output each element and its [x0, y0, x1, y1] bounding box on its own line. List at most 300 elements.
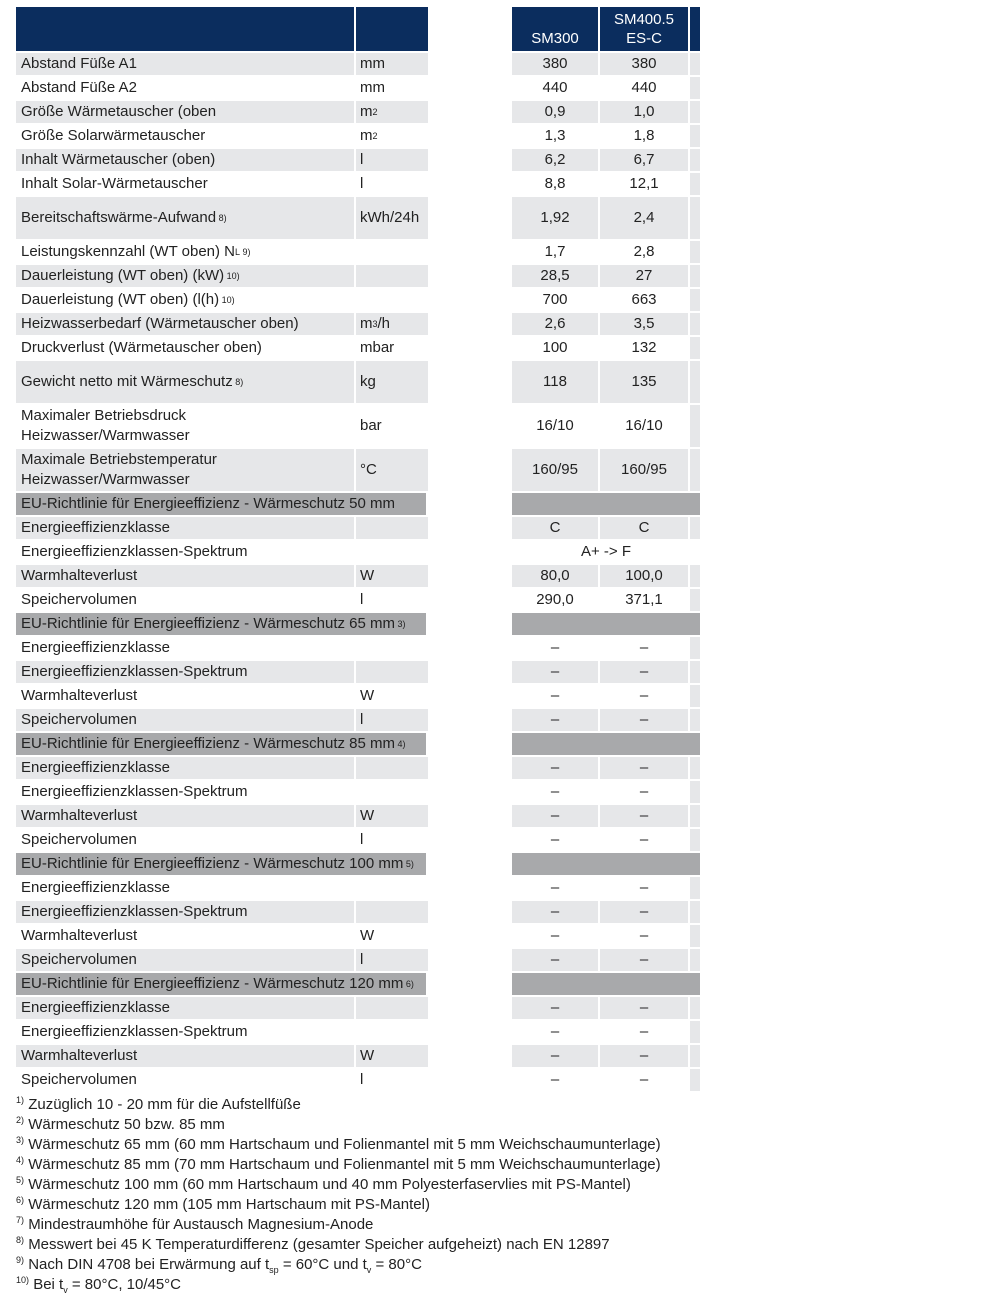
value-sm300: – [550, 831, 560, 848]
value-sm400: 16/10 [625, 417, 663, 434]
row-edge [690, 565, 700, 589]
row-value-sm400 [600, 685, 690, 709]
row-value-sm400 [600, 77, 690, 101]
row-value-sm300 [512, 1045, 600, 1069]
row-label: Dauerleistung (WT oben) (kW) 10) [16, 265, 356, 289]
footnote [16, 1235, 716, 1255]
row-label [16, 805, 356, 829]
row-value-sm300 [512, 313, 600, 337]
value-sm300: – [550, 759, 560, 776]
row-value-sm400 [600, 661, 690, 685]
row-label: Gewicht netto mit Wärmeschutz 8) [16, 361, 356, 405]
value-sm400: 440 [631, 79, 657, 96]
value-sm400: – [639, 639, 649, 656]
row-unit-text: W [360, 927, 375, 944]
row-label [16, 125, 356, 149]
row-value-sm300 [512, 265, 600, 289]
row-label-text: Warmhalteverlust [21, 567, 138, 584]
row-label-text: Speichervolumen [21, 711, 137, 728]
row-value-sm300 [512, 1021, 600, 1045]
value-sm300: 290,0 [536, 591, 574, 608]
row-label [16, 1021, 356, 1045]
header-sm400-line1: SM400.5 [613, 11, 675, 28]
value-sm300: C [549, 519, 561, 536]
value-sm400: 380 [631, 55, 657, 72]
value-sm400: 135 [631, 373, 657, 390]
row-label: Bereitschaftswärme-Aufwand 8) [16, 197, 356, 241]
row-gap [428, 449, 512, 493]
row-unit [356, 1021, 428, 1045]
row-value-sm400 [600, 405, 690, 449]
row-unit [356, 77, 428, 101]
row-label [16, 877, 356, 901]
row-unit [356, 685, 428, 709]
row-unit [356, 565, 428, 589]
footnote [16, 1275, 716, 1295]
row-label-text: Warmhalteverlust [21, 807, 138, 824]
value-sm300: 1,3 [544, 127, 566, 144]
row-unit-text: m [360, 315, 373, 332]
row-value-sm300 [512, 637, 600, 661]
row-label-text: Größe Wärmetauscher (oben [21, 103, 217, 120]
row-label-line1: Maximaler Betriebsdruck [21, 407, 187, 424]
row-label [16, 949, 356, 973]
row-unit [356, 337, 428, 361]
row-edge [690, 77, 700, 101]
value-sm400: 2,4 [633, 209, 655, 226]
section-heading-text: EU-Richtlinie für Energieeffizienz - Wärmeschutz 120 mm [21, 975, 404, 992]
row-label [16, 149, 356, 173]
row-label-text: Energieeffizienzklasse [21, 879, 170, 896]
value-sm400: 27 [635, 267, 653, 284]
value-sm300: 100 [542, 339, 568, 356]
row-unit [356, 781, 428, 805]
row-label [16, 101, 356, 125]
row-value-sm300 [512, 781, 600, 805]
row-label [16, 313, 356, 337]
value-sm400: – [639, 759, 649, 776]
row-value-sm300 [512, 77, 600, 101]
row-unit [356, 757, 428, 781]
footnote-number: 2) [16, 1115, 25, 1125]
value-sm400: 371,1 [625, 591, 663, 608]
value-sm300: 8,8 [544, 175, 566, 192]
row-label [16, 173, 356, 197]
row-label-text: Inhalt Solar-Wärmetauscher [21, 175, 208, 192]
row-unit-text: m [360, 103, 373, 120]
row-unit [356, 405, 428, 449]
value-sm400: 663 [631, 291, 657, 308]
row-edge [690, 685, 700, 709]
row-gap [428, 493, 512, 517]
row-value-sm400 [600, 1021, 690, 1045]
header-label-cell [16, 7, 356, 53]
row-label [16, 997, 356, 1021]
section-fill [600, 853, 690, 877]
row-value-sm400 [600, 241, 690, 265]
row-gap [428, 77, 512, 101]
row-value-sm400 [600, 589, 690, 613]
section-fill-edge [690, 853, 700, 877]
row-label-text: Dauerleistung (WT oben) (kW) [21, 267, 225, 284]
row-unit [356, 1069, 428, 1093]
row-value-sm300 [512, 197, 600, 241]
value-sm300: 440 [542, 79, 568, 96]
value-sm300: – [550, 663, 560, 680]
footnote [16, 1195, 716, 1215]
value-sm300: – [550, 807, 560, 824]
section-fill-edge [690, 973, 700, 997]
value-sm400: – [639, 927, 649, 944]
footnote-text: Mindestraumhöhe für Austausch Magnesium-Anode [28, 1216, 374, 1233]
row-value-sm400 [600, 565, 690, 589]
row-label-text: Leistungskennzahl (WT oben) N [21, 243, 235, 260]
value-sm400: C [638, 519, 650, 536]
value-sm300: 118 [543, 373, 567, 390]
row-edge [690, 997, 700, 1021]
value-sm400: – [639, 1047, 649, 1064]
footnote [16, 1115, 716, 1135]
footnotes [16, 1095, 716, 1295]
row-label-text: Energieeffizienzklassen-Spektrum [21, 783, 248, 800]
value-sm300: – [550, 711, 560, 728]
section-heading: EU-Richtlinie für Energieeffizienz - Wärmeschutz 100 mm 5) [16, 853, 428, 877]
row-unit [356, 241, 428, 265]
section-heading-text: EU-Richtlinie für Energieeffizienz - Wärmeschutz 85 mm [21, 735, 396, 752]
footnote [16, 1255, 716, 1275]
row-edge [690, 757, 700, 781]
row-label-text: Speichervolumen [21, 591, 137, 608]
row-label [16, 517, 356, 541]
row-label-text: Energieeffizienzklassen-Spektrum [21, 903, 248, 920]
row-unit [356, 661, 428, 685]
value-sm300: – [550, 1071, 560, 1088]
row-label-text: Energieeffizienzklasse [21, 759, 170, 776]
row-unit [356, 517, 428, 541]
section-fill-edge [690, 733, 700, 757]
row-unit [356, 829, 428, 853]
row-edge [690, 709, 700, 733]
value-sm300: – [550, 951, 560, 968]
row-label-text: Warmhalteverlust [21, 927, 138, 944]
row-unit [356, 877, 428, 901]
footnote [16, 1095, 716, 1115]
row-gap [428, 517, 512, 541]
row-value-sm300 [512, 101, 600, 125]
row-unit [356, 149, 428, 173]
row-value-sm400 [600, 925, 690, 949]
row-gap [428, 805, 512, 829]
footnote-number: 1) [16, 1095, 25, 1105]
row-label [16, 757, 356, 781]
value-sm400: 6,7 [633, 151, 655, 168]
footnote-text: Wärmeschutz 65 mm (60 mm Hartschaum und Folienmantel mit 5 mm Weichschaumunterlage) [28, 1136, 661, 1153]
value-sm400: 3,5 [633, 315, 655, 332]
row-label-text: Warmhalteverlust [21, 687, 138, 704]
section-fill-edge [690, 613, 700, 637]
row-value-sm300 [512, 925, 600, 949]
row-label-text: Bereitschaftswärme-Aufwand [21, 209, 217, 226]
value-sm300: 1,7 [544, 243, 566, 260]
row-gap [428, 125, 512, 149]
value-sm400: – [639, 879, 649, 896]
row-label [16, 405, 356, 449]
value-sm300: – [550, 879, 560, 896]
value-sm400: 2,8 [633, 243, 655, 260]
row-edge [690, 197, 700, 241]
row-gap [428, 853, 512, 877]
row-value-sm400 [600, 289, 690, 313]
row-value-sm400 [600, 361, 690, 405]
row-gap [428, 565, 512, 589]
row-label-text: Warmhalteverlust [21, 1047, 138, 1064]
row-edge [690, 265, 700, 289]
footnote [16, 1155, 716, 1175]
row-edge [690, 829, 700, 853]
value-sm300: – [550, 1023, 560, 1040]
row-unit-text: W [360, 567, 375, 584]
row-label [16, 661, 356, 685]
row-value-sm400 [600, 517, 690, 541]
row-gap [428, 101, 512, 125]
row-edge [690, 925, 700, 949]
row-unit-text: kWh/24h [360, 209, 420, 226]
row-unit-text: W [360, 1047, 375, 1064]
row-unit [356, 589, 428, 613]
row-edge [690, 637, 700, 661]
value-sm300: – [550, 1047, 560, 1064]
row-gap [428, 361, 512, 405]
row-label [16, 781, 356, 805]
footnote-subscript: v [63, 1285, 68, 1295]
value-sm400: 1,0 [633, 103, 655, 120]
row-value-sm300 [512, 565, 600, 589]
row-gap [428, 405, 512, 449]
row-gap [428, 1021, 512, 1045]
row-value-sm400 [600, 757, 690, 781]
row-value-sm400 [600, 901, 690, 925]
row-value-sm300 [512, 805, 600, 829]
section-fill-edge [690, 493, 700, 517]
row-label [16, 709, 356, 733]
row-value-sm400 [600, 53, 690, 77]
value-sm300: – [550, 999, 560, 1016]
value-sm400: 12,1 [629, 175, 659, 192]
row-gap [428, 757, 512, 781]
footnote-number: 7) [16, 1215, 25, 1225]
row-edge [690, 805, 700, 829]
value-sm300: – [550, 927, 560, 944]
footnote-text: Wärmeschutz 50 bzw. 85 mm [28, 1116, 225, 1133]
footnote-text: Nach DIN 4708 bei Erwärmung auf t [28, 1256, 270, 1273]
row-label-text: Speichervolumen [21, 1071, 137, 1088]
row-label-text: Abstand Füße A1 [21, 55, 137, 72]
row-edge [690, 173, 700, 197]
header-sm400-line2: ES-C [626, 30, 662, 47]
row-label-text: Energieeffizienzklasse [21, 999, 170, 1016]
row-gap [428, 829, 512, 853]
row-label [16, 541, 356, 565]
row-value-sm300 [512, 53, 600, 77]
row-value-sm300 [512, 241, 600, 265]
row-value-sm400 [600, 805, 690, 829]
row-unit: m 3 /h [356, 313, 428, 337]
section-heading: EU-Richtlinie für Energieeffizienz - Wärmeschutz 85 mm 4) [16, 733, 428, 757]
row-unit-text: mm [360, 79, 385, 96]
row-value-sm400 [600, 1069, 690, 1093]
row-unit [356, 449, 428, 493]
row-label [16, 685, 356, 709]
row-value-sm400 [600, 337, 690, 361]
row-value-sm400 [600, 709, 690, 733]
section-heading: EU-Richtlinie für Energieeffizienz - Wärmeschutz 120 mm 6) [16, 973, 428, 997]
row-value-sm300 [512, 149, 600, 173]
value-sm400: 132 [631, 339, 657, 356]
row-edge [690, 877, 700, 901]
footnote [16, 1215, 716, 1235]
row-value-span-text: A+ -> F [580, 543, 632, 560]
section-fill [512, 493, 600, 517]
footnote-text: = 80°C, 10/45°C [67, 1276, 182, 1293]
row-unit [356, 925, 428, 949]
value-sm400: – [639, 663, 649, 680]
row-gap [428, 781, 512, 805]
row-gap [428, 541, 512, 565]
row-label-text: Gewicht netto mit Wärmeschutz [21, 373, 233, 390]
row-value-sm400 [600, 1045, 690, 1069]
value-sm300: 2,6 [544, 315, 566, 332]
row-unit-text: l [360, 1071, 364, 1088]
row-label-text: Speichervolumen [21, 831, 137, 848]
header-sm300-label: SM300 [531, 30, 579, 47]
row-gap [428, 1069, 512, 1093]
row-label [16, 1045, 356, 1069]
row-unit: m 2 [356, 101, 428, 125]
value-sm300: – [550, 639, 560, 656]
value-sm300: 16/10 [536, 417, 574, 434]
footnote-number: 8) [16, 1235, 25, 1245]
row-value-sm400 [600, 101, 690, 125]
row-gap [428, 337, 512, 361]
row-value-sm300 [512, 449, 600, 493]
row-gap [428, 589, 512, 613]
row-unit [356, 173, 428, 197]
row-unit-text: W [360, 687, 375, 704]
footnote-text: = 80°C [371, 1256, 422, 1273]
row-value-sm300 [512, 901, 600, 925]
footnote [16, 1175, 716, 1195]
header-sm400 [600, 7, 690, 53]
technical-data-table [16, 7, 700, 1093]
footnote-text: Wärmeschutz 120 mm (105 mm Hartschaum mit PS-Mantel) [28, 1196, 430, 1213]
row-gap [428, 289, 512, 313]
row-label [16, 77, 356, 101]
value-sm300: – [550, 687, 560, 704]
row-unit: m 2 [356, 125, 428, 149]
section-fill [512, 733, 600, 757]
row-unit-text: mm [360, 55, 385, 72]
footnote-text: Zuzüglich 10 - 20 mm für die Aufstellfüße [28, 1096, 301, 1113]
row-label-text: Energieeffizienzklasse [21, 639, 170, 656]
row-label [16, 829, 356, 853]
row-label [16, 901, 356, 925]
row-label-text: Abstand Füße A2 [21, 79, 137, 96]
row-unit [356, 541, 428, 565]
row-edge [690, 949, 700, 973]
row-value-sm400 [600, 449, 690, 493]
row-unit [356, 997, 428, 1021]
row-value-sm400 [600, 637, 690, 661]
row-unit-text: l [360, 711, 364, 728]
footnote-number: 6) [16, 1195, 25, 1205]
row-edge [690, 517, 700, 541]
row-edge [690, 405, 700, 449]
section-fill [600, 733, 690, 757]
row-gap [428, 613, 512, 637]
row-value-sm300 [512, 997, 600, 1021]
row-unit-text: °C [360, 461, 377, 478]
row-edge [690, 289, 700, 313]
row-label [16, 1069, 356, 1093]
footnote [16, 1135, 716, 1155]
row-value-sm400 [600, 877, 690, 901]
row-label-text: Energieeffizienzklassen-Spektrum [21, 1023, 248, 1040]
row-unit [356, 265, 428, 289]
row-label-text: Größe Solarwärmetauscher [21, 127, 206, 144]
row-gap [428, 241, 512, 265]
row-label-text: Speichervolumen [21, 951, 137, 968]
row-gap [428, 53, 512, 77]
row-edge [690, 125, 700, 149]
row-gap [428, 313, 512, 337]
row-edge [690, 1021, 700, 1045]
row-edge [690, 1045, 700, 1069]
row-value-sm300 [512, 405, 600, 449]
row-label-text: Druckverlust (Wärmetauscher oben) [21, 339, 262, 356]
row-edge [690, 449, 700, 493]
row-gap [428, 733, 512, 757]
row-unit [356, 709, 428, 733]
footnote-number: 10) [16, 1275, 30, 1285]
row-edge [690, 101, 700, 125]
row-unit [356, 197, 428, 241]
footnote-text: Messwert bei 45 K Temperaturdifferenz (gesamter Speicher aufgeheizt) nach EN 12897 [28, 1236, 610, 1253]
value-sm400: – [639, 807, 649, 824]
value-sm300: 380 [542, 55, 568, 72]
row-edge [690, 781, 700, 805]
row-value-sm300 [512, 829, 600, 853]
row-edge [690, 337, 700, 361]
footnote-number: 3) [16, 1135, 25, 1145]
footnote-number: 4) [16, 1155, 25, 1165]
row-label [16, 337, 356, 361]
row-unit-text: l [360, 175, 364, 192]
header-gap [428, 7, 512, 53]
row-unit [356, 53, 428, 77]
value-sm300: 28,5 [540, 267, 570, 284]
value-sm300: 0,9 [544, 103, 566, 120]
row-unit [356, 637, 428, 661]
row-unit-text: bar [360, 417, 382, 434]
row-label [16, 449, 356, 493]
row-label [16, 53, 356, 77]
value-sm300: 6,2 [544, 151, 566, 168]
footnote-subscript: v [366, 1265, 372, 1275]
row-edge [690, 1069, 700, 1093]
row-value-span [512, 541, 700, 565]
header-sm300 [512, 7, 600, 53]
row-edge [690, 589, 700, 613]
